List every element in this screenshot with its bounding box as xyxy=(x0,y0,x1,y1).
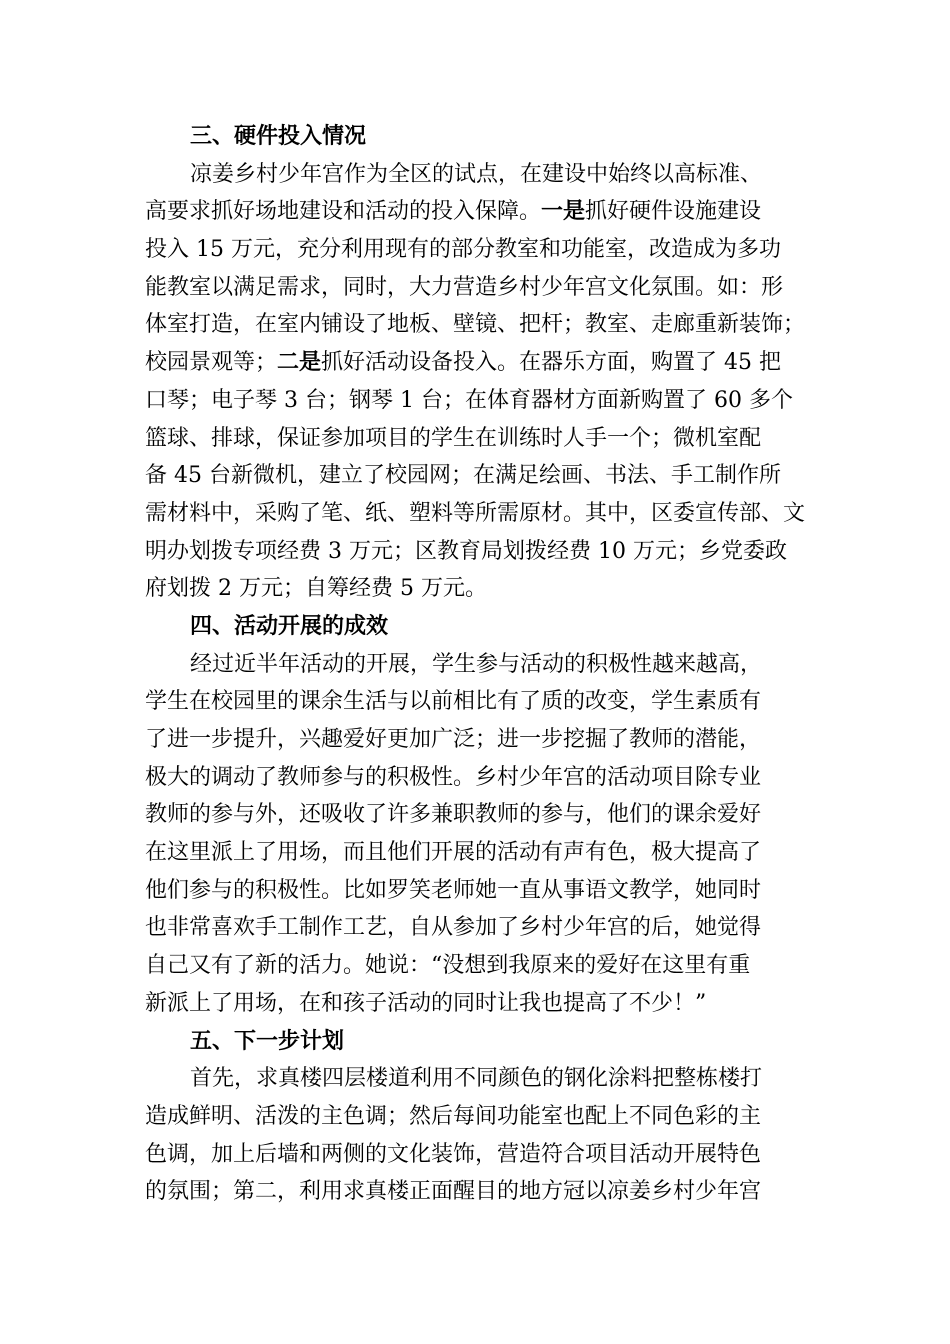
text-line: 凉姜乡村少年宫作为全区的试点，在建设中始终以高标准、 xyxy=(190,161,763,187)
section-heading-hardware: 三、硬件投入情况 xyxy=(190,123,367,149)
text-line: 的氛围；第二，利用求真楼正面醒目的地方冠以凉姜乡村少年宫 xyxy=(145,1179,762,1205)
text-line: 能教室以满足需求，同时，大力营造乡村少年宫文化氛围。如：形 xyxy=(145,274,784,300)
text-line: 教师的参与外，还吸收了许多兼职教师的参与，他们的课余爱好 xyxy=(145,802,762,828)
bold-marker-first: 一是 xyxy=(541,198,586,225)
paragraph-hardware xyxy=(145,156,807,608)
text-line: 新派上了用场，在和孩子活动的同时让我也提高了不少！” xyxy=(145,990,707,1016)
text-line: 府划拨 2 万元；自筹经费 5 万元。 xyxy=(145,576,487,602)
text-line: 首先，求真楼四层楼道利用不同颜色的钢化涂料把整栋楼打 xyxy=(190,1066,763,1092)
section-heading-next-plan: 五、下一步计划 xyxy=(190,1027,345,1054)
text-line: 也非常喜欢手工制作工艺，自从参加了乡村少年宫的后，她觉得 xyxy=(145,915,762,941)
bold-marker-second: 二是 xyxy=(277,349,322,376)
text-line: 投入 15 万元，充分利用现有的部分教室和功能室，改造成为多功 xyxy=(145,237,781,263)
text-line: 学生在校园里的课余生活与以前相比有了质的改变，学生素质有 xyxy=(145,689,762,715)
text-line: 高要求抓好场地建设和活动的投入保障。一是抓好硬件设施建设 xyxy=(145,198,762,225)
text-line: 需材料中，采购了笔、纸、塑料等所需原材。其中，区委宣传部、文 xyxy=(145,500,806,526)
text-line: 校园景观等；二是抓好活动设备投入。在器乐方面，购置了 45 把 xyxy=(145,349,782,376)
text-line: 经过近半年活动的开展，学生参与活动的积极性越来越高， xyxy=(190,651,763,677)
text-line: 造成鲜明、活泼的主色调；然后每间功能室也配上不同色彩的主 xyxy=(145,1103,762,1129)
text-line: 口琴；电子琴 3 台；钢琴 1 台；在体育器材方面新购置了 60 多个 xyxy=(145,387,793,413)
text-line: 他们参与的积极性。比如罗笑老师她一直从事语文教学，她同时 xyxy=(145,877,762,903)
text-line: 自己又有了新的活力。她说：“没想到我原来的爱好在这里有重 xyxy=(145,953,751,979)
paragraph-results xyxy=(145,646,807,1023)
section-heading-results: 四、活动开展的成效 xyxy=(190,612,389,639)
text-line: 体室打造，在室内铺设了地板、壁镜、把杆；教室、走廊重新装饰； xyxy=(145,312,806,338)
text-line: 色调，加上后墙和两侧的文化装饰，营造符合项目活动开展特色 xyxy=(145,1141,762,1167)
text-line: 极大的调动了教师参与的积极性。乡村少年宫的活动项目除专业 xyxy=(145,764,762,790)
text-line: 在这里派上了用场，而且他们开展的活动有声有色，极大提高了 xyxy=(145,840,762,866)
paragraph-next-plan xyxy=(145,1060,807,1211)
document-page xyxy=(145,118,807,1211)
text-line: 备 45 台新微机，建立了校园网；在满足绘画、书法、手工制作所 xyxy=(145,463,781,489)
text-line: 了进一步提升，兴趣爱好更加广泛；进一步挖掘了教师的潜能， xyxy=(145,727,762,753)
text-line: 明办划拨专项经费 3 万元；区教育局划拨经费 10 万元；乡党委政 xyxy=(145,538,787,564)
text-line: 篮球、排球，保证参加项目的学生在训练时人手一个；微机室配 xyxy=(145,425,762,451)
